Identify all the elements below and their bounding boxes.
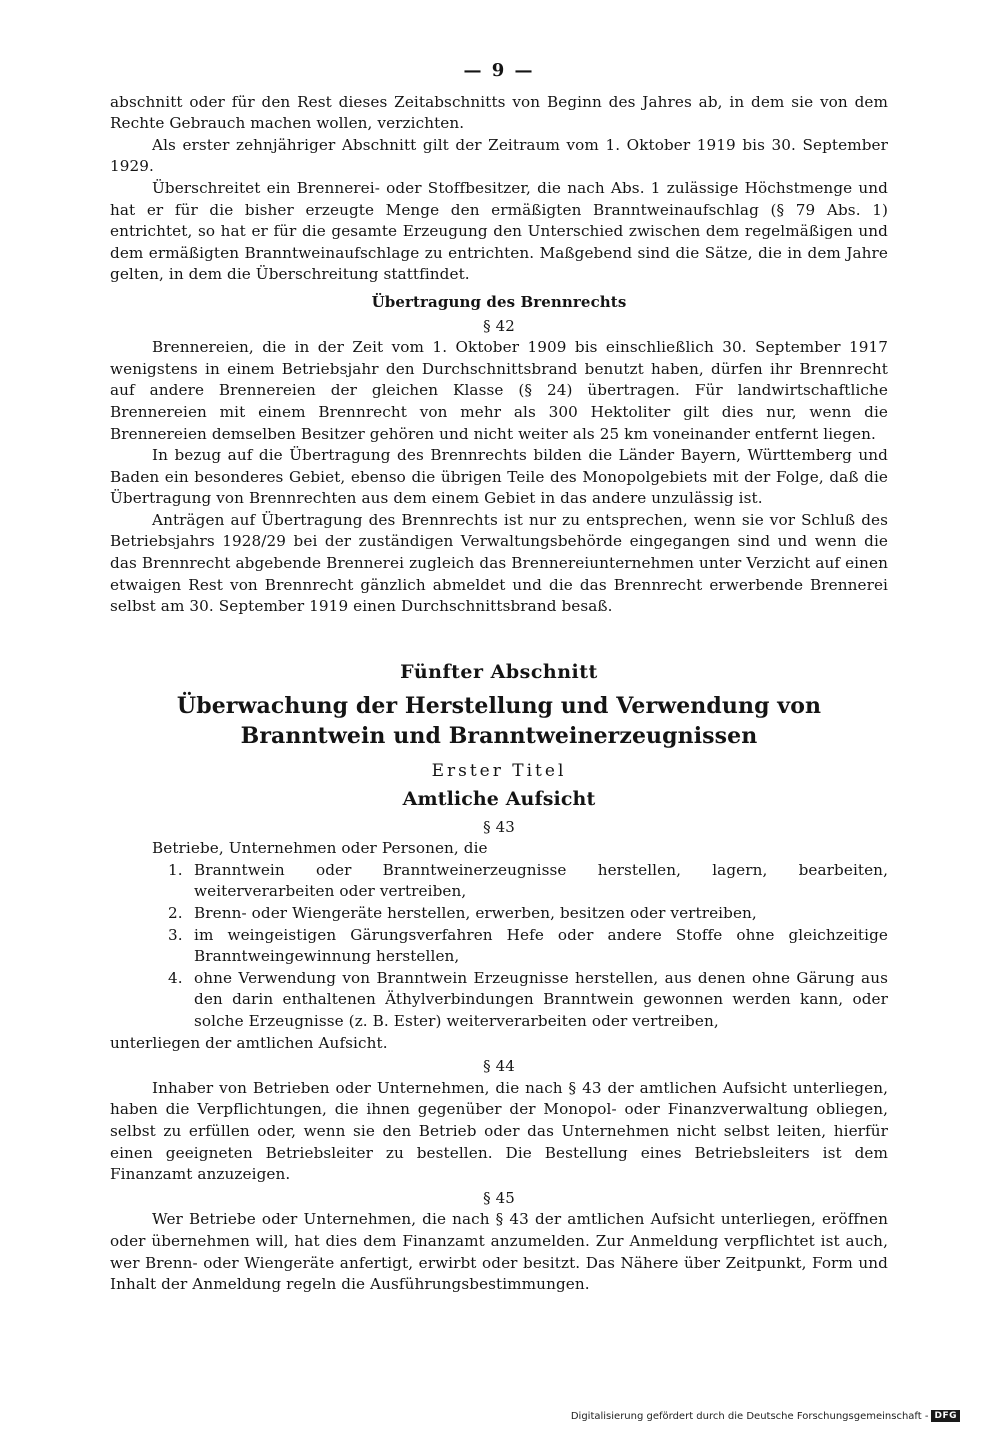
section-heading: Übertragung des Brennrechts: [371, 292, 627, 311]
list-item-number: 3.: [168, 925, 183, 944]
part-label: Fünfter Abschnitt: [400, 660, 598, 683]
paragraph: Als erster zehnjähriger Abschnitt gilt der Zeitraum vom 1. Oktober 1919 bis 30. September 1929.: [110, 135, 888, 176]
list-item-number: 2.: [168, 904, 183, 922]
dfg-logo: DFG: [931, 1410, 960, 1422]
titel-label: Erster Titel: [431, 761, 567, 782]
page-number: — 9 —: [463, 60, 535, 81]
paragraph: Brennereien, die in der Zeit vom 1. Oktober 1909 bis einschließlich 30. September 1917 wenigstens in einem Betriebsjahr den Durchschnittsbrand benutzt haben, dürfen ihr Brennrecht auf andere Brennereien der gleichen Klasse (§ 24) übertragen. Für landwirtschaftliche Brennereien mit einem Brennrecht von mehr als 300 Hektoliter gilt dies nur, wenn die Brennereien demselben Besitzer gehören und nicht weiter als 25 km voneinander entfernt liegen.: [110, 338, 888, 443]
list-item-text: im weingeistigen Gärungsverfahren Hefe oder andere Stoffe ohne gleichzeitige Branntweingewinnung herstellen,: [194, 925, 888, 966]
section-number: § 44: [483, 1057, 515, 1076]
paragraph: Wer Betriebe oder Unternehmen, die nach § 43 der amtlichen Aufsicht unterliegen, eröffnen oder übernehmen will, hat dies dem Finanzamt anzumelden. Zur Anmeldung verpflichtet ist auch, wer Brenn- oder Wiengeräte anfertigt, erwirbt oder besitzt. Das Nähere über Zeitpunkt, Form und Inhalt der Anmeldung regeln die Ausführungsbestimmungen.: [110, 1210, 888, 1294]
digitization-footer: [571, 1410, 960, 1422]
paragraph: abschnitt oder für den Rest dieses Zeitabschnitts von Beginn des Jahres ab, in dem sie von dem Rechte Gebrauch machen wollen, verzichten.: [110, 92, 888, 133]
footer-text: Digitalisierung gefördert durch die Deutsche Forschungsgemeinschaft -: [570, 1410, 929, 1422]
list-item-text: Branntwein oder Branntweinerzeugnisse herstellen, lagern, bearbeiten, weiterverarbeiten oder vertreiben,: [194, 860, 888, 901]
paragraph: In bezug auf die Übertragung des Brennrechts bilden die Länder Bayern, Württemberg und Baden ein besonderes Gebiet, ebenso die übrigen Teile des Monopolgebiets mit der Folge, daß die Übertragung von Brennrechten aus dem einem Gebiet in das andere unzulässig ist.: [110, 446, 888, 508]
list-item-number: 4.: [168, 968, 183, 987]
list-item-text: ohne Verwendung von Branntwein Erzeugnisse herstellen, aus denen ohne Gärung aus den darin enthaltenen Äthylverbindungen Branntwein gewonnen werden kann, oder solche Erzeugnisse (z. B. Ester) weiterverarbeiten oder vertreiben,: [194, 968, 888, 1030]
paragraph: Überschreitet ein Brennerei- oder Stoffbesitzer, die nach Abs. 1 zulässige Höchstmenge und hat er für die bisher erzeugte Menge den ermäßigten Branntweinaufschlag (§ 79 Abs. 1) entrichtet, so hat er für die gesamte Erzeugung den Unterschied zwischen dem regelmäßigen und dem ermäßigten Branntweinaufschlage zu entrichten. Maßgebend sind die Sätze, die in dem Jahre gelten, in dem die Überschreitung stattfindet.: [110, 178, 888, 284]
enumerated-list: [110, 860, 888, 1033]
list-item: [168, 925, 888, 968]
list-item: [168, 860, 888, 903]
section-number: § 42: [483, 316, 515, 335]
document-page: [110, 60, 888, 1296]
part-title: Überwachung der Herstellung und Verwendung von Branntwein und Branntweinerzeugnissen: [176, 693, 822, 750]
list-item-number: 1.: [168, 860, 183, 879]
list-item: [168, 903, 888, 925]
titel-name: Amtliche Aufsicht: [402, 788, 596, 811]
list-item: [168, 968, 888, 1033]
paragraph: Betriebe, Unternehmen oder Personen, die: [152, 839, 488, 858]
paragraph: Inhaber von Betrieben oder Unternehmen, die nach § 43 der amtlichen Aufsicht unterliegen, haben die Verpflichtungen, die ihnen gegenüber der Monopol- oder Finanzverwaltung obliegen, selbst zu erfüllen oder, wenn sie den Betrieb oder das Unternehmen nicht selbst leiten, hierfür einen geeigneten Betriebsleiter zu bestellen. Die Bestellung eines Betriebsleiters ist dem Finanzamt anzuzeigen.: [110, 1078, 888, 1184]
paragraph: Anträgen auf Übertragung des Brennrechts ist nur zu entsprechen, wenn sie vor Schluß des Betriebsjahrs 1928/29 bei der zuständigen Verwaltungsbehörde eingegangen sind und wenn die das Brennrecht abgebende Brennerei zugleich das Brennereiunternehmen unter Verzicht auf einen etwaigen Rest von Brennrecht gänzlich abmeldet und die das Brennrecht erwerbende Brennerei selbst am 30. September 1919 einen Durchschnittsbrand besaß.: [110, 510, 888, 616]
paragraph: unterliegen der amtlichen Aufsicht.: [110, 1033, 388, 1052]
list-item-text: Brenn- oder Wiengeräte herstellen, erwerben, besitzen oder vertreiben,: [194, 904, 757, 922]
section-number: § 43: [483, 817, 515, 836]
section-number: § 45: [483, 1188, 515, 1207]
